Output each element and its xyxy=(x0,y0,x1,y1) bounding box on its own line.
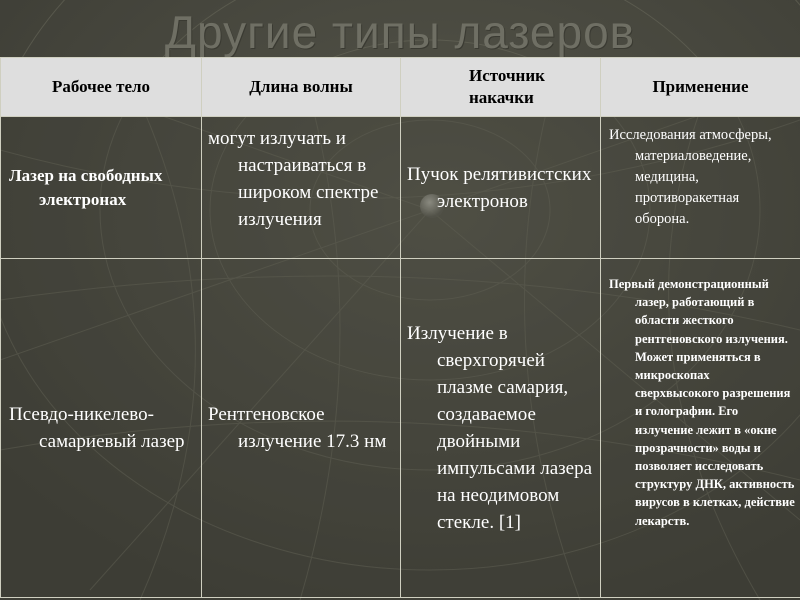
laser-types-table xyxy=(0,57,800,598)
cell-wavelength xyxy=(202,259,401,598)
header-pump-line2: накачки xyxy=(469,88,534,107)
cell-medium-text: Лазер на свободных электронах xyxy=(9,165,163,209)
header-pump-line1: Источник xyxy=(469,66,545,85)
header-application: Применение xyxy=(601,58,800,117)
header-pump xyxy=(401,58,601,117)
cell-medium xyxy=(1,259,202,598)
cell-pump-text: Пучок релятивистских электронов xyxy=(407,163,592,212)
cell-application xyxy=(601,117,800,259)
table-header-row xyxy=(1,58,800,117)
cell-pump xyxy=(401,117,601,259)
cell-application xyxy=(601,259,800,598)
cell-wavelength-text: могут излучать и настраиваться в широком спектре излучения xyxy=(208,128,379,230)
header-medium: Рабочее тело xyxy=(1,58,202,117)
cell-wavelength xyxy=(202,117,401,259)
header-wavelength: Длина волны xyxy=(202,58,401,117)
cell-application-text: Первый демонстрационный лазер, работающий в области жесткого рентгеновского излучения. Может применяться в микроскопах сверхвысокого разрешения и голографии. Его излучение лежит в «окне прозрачности» воды и позволяет исследовать структуру ДНК, активность вирусов в клетках, действие лекарств. xyxy=(609,277,795,528)
table-row xyxy=(1,117,800,259)
table-row xyxy=(1,259,800,598)
cell-pump-text: Излучение в сверхгорячей плазме самария, создаваемое двойными импульсами лазера на неодимовом стекле. [1] xyxy=(407,323,592,533)
cell-pump xyxy=(401,259,601,598)
cell-medium xyxy=(1,117,202,259)
cell-application-text: Исследования атмосферы, материаловедение, медицина, противоракетная оборона. xyxy=(609,127,772,227)
cell-wavelength-text: Рентгеновское излучение 17.3 нм xyxy=(208,404,387,452)
slide-title: Другие типы лазеров xyxy=(164,6,636,58)
cell-medium-text: Псевдо-никелево-самариевый лазер xyxy=(9,404,185,452)
